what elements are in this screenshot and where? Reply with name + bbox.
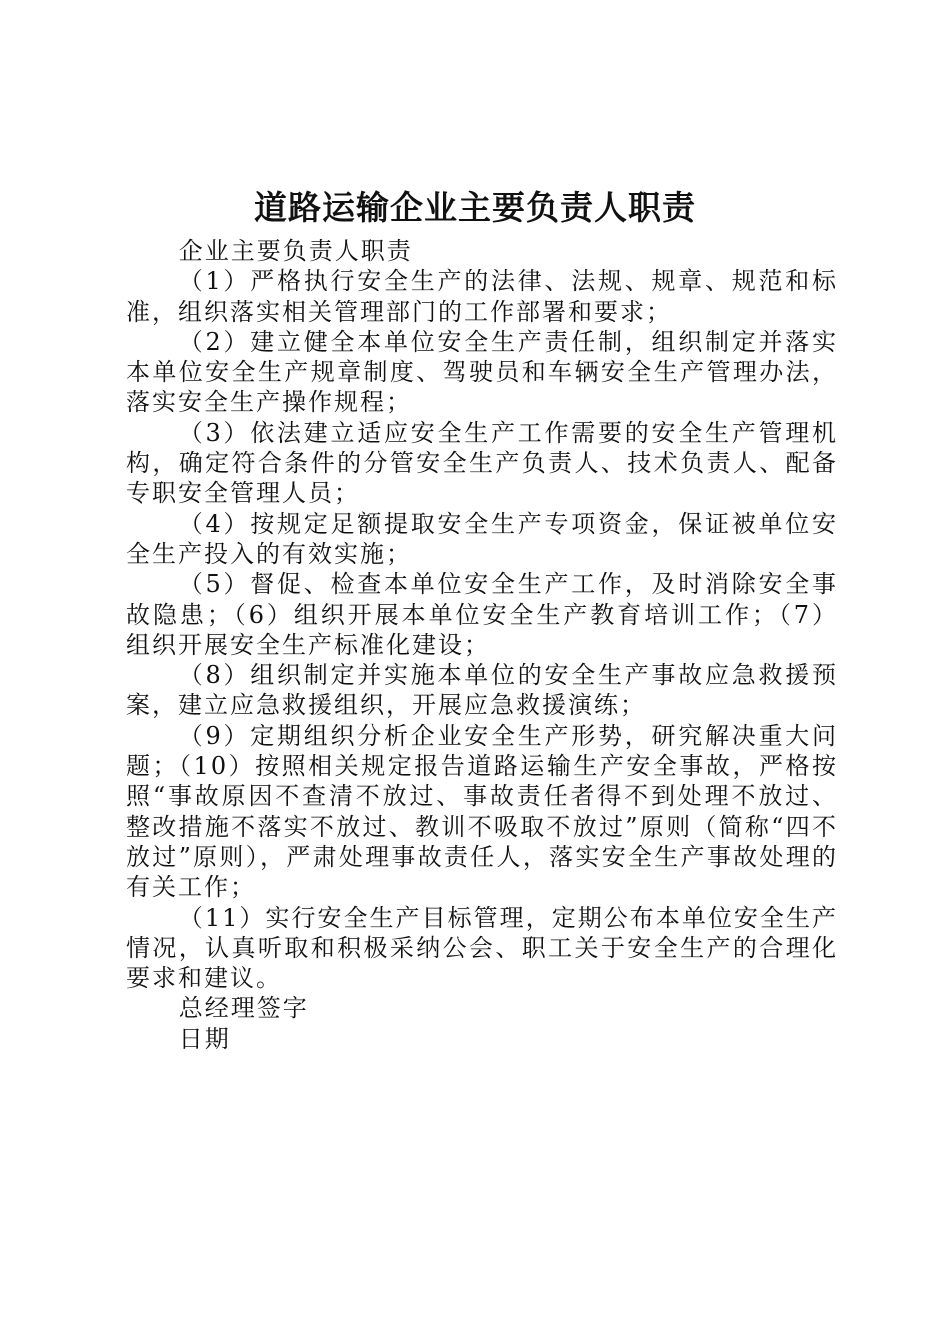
duty-paragraph-6: （8）组织制定并实施本单位的安全生产事故应急救援预案，建立应急救援组织，开展应急救援演练； — [126, 661, 838, 720]
duty-paragraph-1: （1）严格执行安全生产的法律、法规、规章、规范和标准，组织落实相关管理部门的工作部署和要求； — [126, 267, 838, 326]
date-label: 日期 — [178, 1024, 231, 1053]
duty-paragraph-5: （5）督促、检查本单位安全生产工作，及时消除安全事故隐患；（6）组织开展本单位安全生产教育培训工作；（7）组织开展安全生产标准化建设； — [126, 570, 838, 659]
section-heading: 企业主要负责人职责 — [178, 237, 413, 265]
duty-paragraph-3: （3）依法建立适应安全生产工作需要的安全生产管理机构，确定符合条件的分管安全生产负责人、技术负责人、配备专职安全管理人员； — [126, 418, 838, 508]
document-title: 道路运输企业主要负责人职责 — [254, 188, 696, 227]
document-body — [126, 236, 838, 1054]
duty-paragraph-8: （11）实行安全生产目标管理，定期公布本单位安全生产情况，认真听取和积极采纳公会、职工关于安全生产的合理化要求和建议。 — [126, 903, 838, 993]
signature-label: 总经理签字 — [178, 994, 309, 1023]
duty-paragraph-2: （2）建立健全本单位安全生产责任制，组织制定并落实本单位安全生产规章制度、驾驶员和车辆安全生产管理办法，落实安全生产操作规程； — [126, 327, 838, 417]
duty-paragraph-4: （4）按规定足额提取安全生产专项资金，保证被单位安全生产投入的有效实施； — [126, 509, 838, 568]
duty-paragraph-7: （9）定期组织分析企业安全生产形势，研究解决重大问题；（10）按照相关规定报告道路运输生产安全事故，严格按照“事故原因不查清不放过、事故责任者得不到处理不放过、整改措施不落实不放过、教训不吸取不放过”原则（简称“四不放过”原则），严肃处理事故责任人，落实安全生产事故处理的有关工作； — [126, 721, 838, 902]
